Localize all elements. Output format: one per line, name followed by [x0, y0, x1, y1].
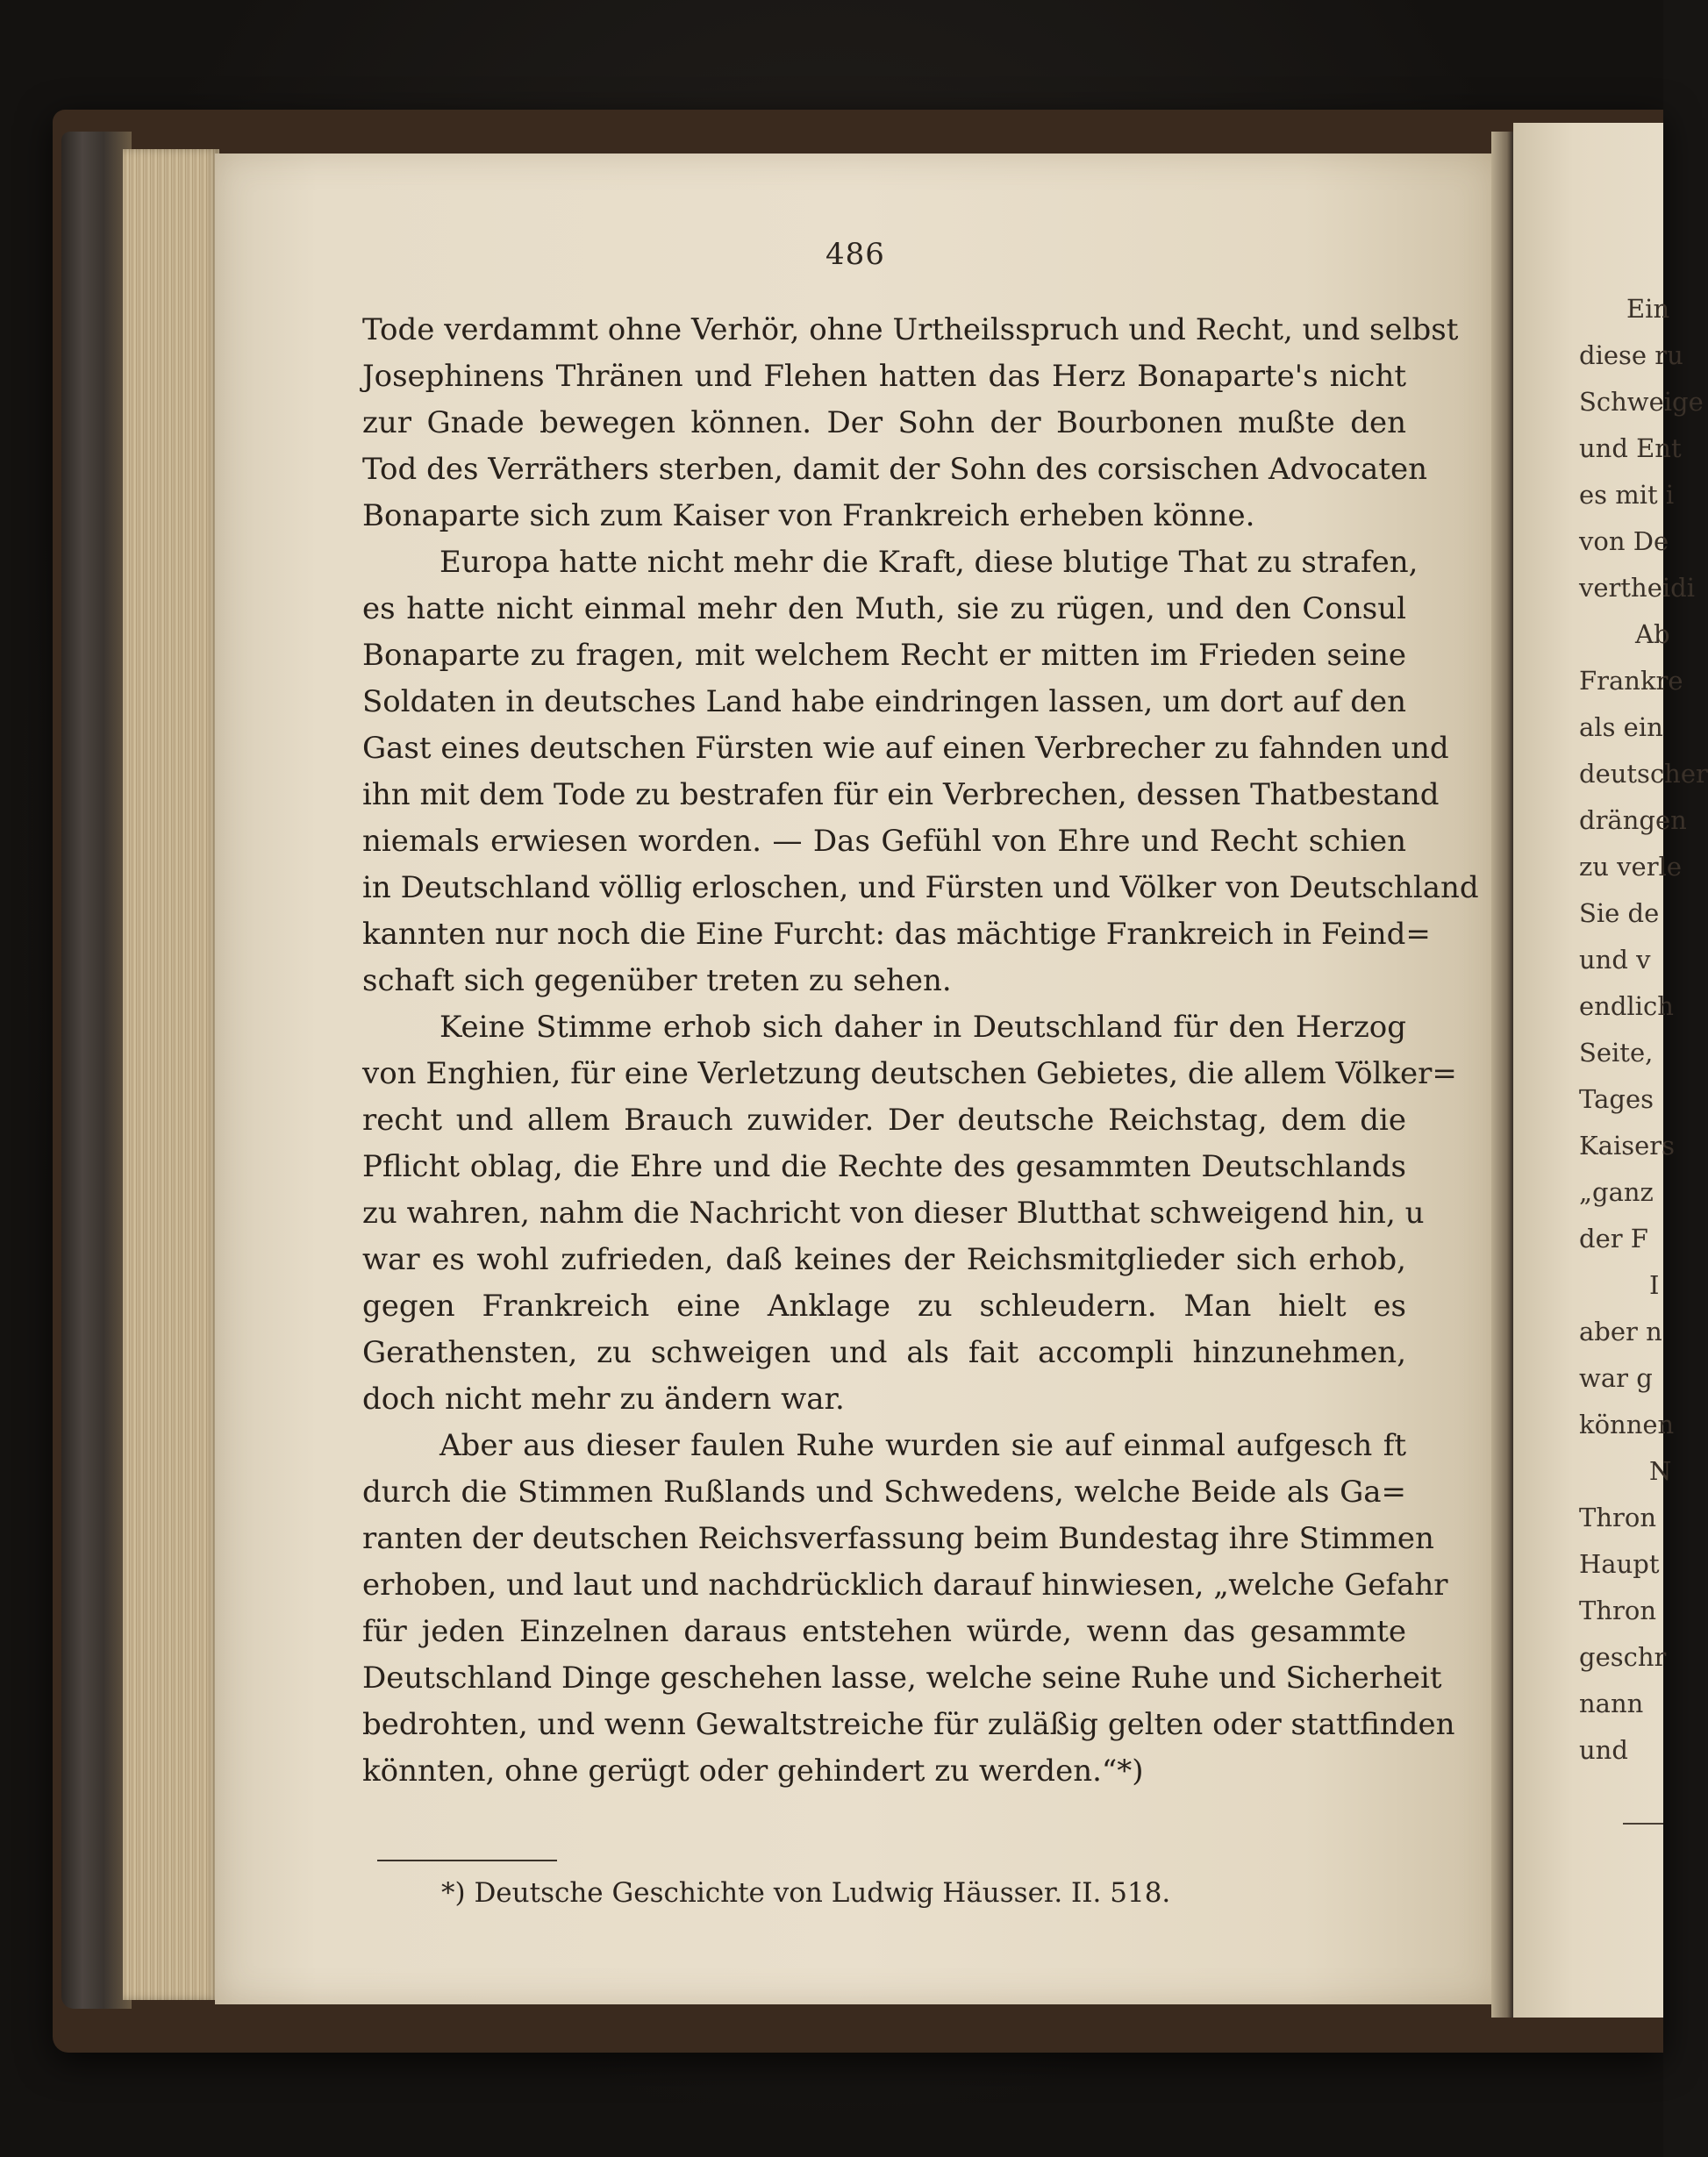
right-fragment: „ganz [1579, 1177, 1654, 1207]
text-line: Tode verdammt ohne Verhör, ohne Urtheilsspruch und Recht, und selbst [362, 312, 1459, 347]
text-line: kannten nur noch die Eine Furcht: das mächtige Frankreich in Feind= [362, 917, 1431, 952]
right-fragment: Ein [1626, 294, 1670, 324]
right-fragment: geschr [1579, 1642, 1667, 1672]
right-fragment: es mit i [1579, 480, 1675, 510]
right-fragment: Schweige [1579, 387, 1704, 417]
text-line: es hatte nicht einmal mehr den Muth, sie zu rügen, und den Consul [362, 591, 1406, 626]
text-line: Josephinens Thränen und Flehen hatten das Herz Bonaparte's nicht [362, 359, 1406, 394]
right-fragment: als ein [1579, 712, 1663, 742]
text-line: Tod des Verräthers sterben, damit der Sohn des corsischen Advocaten [362, 452, 1427, 487]
text-line: Gast eines deutschen Fürsten wie auf einen Verbrecher zu fahnden und [362, 731, 1449, 766]
text-line: bedrohten, und wenn Gewaltstreiche für zuläßig gelten oder stattfinden [362, 1707, 1455, 1742]
text-line: zu wahren, nahm die Nachricht von dieser Blutthat schweigend hin, u [362, 1196, 1425, 1231]
text-line: ihn mit dem Tode zu bestrafen für ein Verbrechen, dessen Thatbestand [362, 777, 1440, 812]
text-line: war es wohl zufrieden, daß keines der Reichsmitglieder sich erhob, [362, 1242, 1406, 1277]
right-fragment: endlich [1579, 991, 1674, 1021]
right-fragment: deutscher [1579, 759, 1708, 789]
right-fragment: von De [1579, 526, 1669, 556]
right-fragment: drängen [1579, 805, 1687, 835]
text-line: Soldaten in deutsches Land habe eindringen lassen, um dort auf den [362, 684, 1406, 719]
right-fragment: N [1649, 1456, 1672, 1486]
text-line: niemals erwiesen worden. — Das Gefühl von Ehre und Recht schien [362, 824, 1406, 859]
text-line: recht und allem Brauch zuwider. Der deutsche Reichstag, dem die [362, 1103, 1406, 1138]
text-line: Bonaparte sich zum Kaiser von Frankreich erheben könne. [362, 498, 1255, 533]
right-fragment: Thron [1579, 1596, 1657, 1625]
text-line: Pflicht oblag, die Ehre und die Rechte des gesammten Deutschlands [362, 1149, 1406, 1184]
text-line: Europa hatte nicht mehr die Kraft, diese blutige That zu strafen, [440, 545, 1419, 580]
right-fragment: und v [1579, 945, 1651, 975]
right-fragment: nann [1579, 1689, 1644, 1718]
text-line: durch die Stimmen Rußlands und Schwedens, welche Beide als Ga= [362, 1475, 1406, 1510]
page-edges [123, 149, 219, 2000]
book-spine [61, 132, 132, 2009]
right-fragment: Kaisers [1579, 1131, 1676, 1161]
page-body-text [362, 307, 1479, 1795]
right-fragment: Thron [1579, 1503, 1657, 1532]
text-line: von Enghien, für eine Verletzung deutschen Gebietes, die allem Völker= [362, 1056, 1457, 1091]
page-number: 486 [825, 237, 885, 272]
right-fragment: aber n [1579, 1317, 1662, 1346]
right-fragment: zu verle [1579, 852, 1683, 882]
right-fragment: Tages [1579, 1084, 1654, 1114]
right-fragment: Seite, [1579, 1038, 1654, 1068]
right-fragment: diese ru [1579, 340, 1683, 370]
text-line: Bonaparte zu fragen, mit welchem Recht er mitten im Frieden seine [362, 638, 1406, 673]
text-line: schaft sich gegenüber treten zu sehen. [362, 963, 952, 998]
text-line: gegen Frankreich eine Anklage zu schleudern. Man hielt es [362, 1289, 1406, 1324]
left-page [215, 154, 1496, 2004]
right-fragment: war g [1579, 1363, 1653, 1393]
text-line: doch nicht mehr zu ändern war. [362, 1382, 845, 1417]
text-line: Aber aus dieser faulen Ruhe wurden sie auf einmal aufgesch ft [440, 1428, 1406, 1463]
right-fragment: I [1649, 1270, 1660, 1300]
right-fragment: Haupt [1579, 1549, 1660, 1579]
footnote-rule [377, 1860, 557, 1861]
right-fragment: Ab [1635, 619, 1670, 649]
right-fragment: vertheidi [1579, 573, 1696, 603]
text-line: erhoben, und laut und nachdrücklich darauf hinwiesen, „welche Gefahr [362, 1568, 1448, 1603]
right-fragment: und Ent [1579, 433, 1682, 463]
text-line: ranten der deutschen Reichsverfassung beim Bundestag ihre Stimmen [362, 1521, 1434, 1556]
text-line: Deutschland Dinge geschehen lasse, welche seine Ruhe und Sicherheit [362, 1661, 1442, 1696]
text-line: in Deutschland völlig erloschen, und Fürsten und Völker von Deutschland [362, 870, 1479, 905]
right-fragment: Sie de [1579, 898, 1660, 928]
right-fragment: Frankre [1579, 666, 1683, 696]
right-fragment: der F [1579, 1224, 1648, 1253]
right-footnote-rule [1623, 1823, 1663, 1825]
text-line: für jeden Einzelnen daraus entstehen würde, wenn das gesammte [362, 1614, 1406, 1649]
footnote: *) Deutsche Geschichte von Ludwig Häusser. II. 518. [441, 1877, 1171, 1909]
text-line: Gerathensten, zu schweigen und als fait accompli hinzunehmen, [362, 1335, 1406, 1370]
right-fragment: können [1579, 1410, 1675, 1439]
text-line: zur Gnade bewegen können. Der Sohn der Bourbonen mußte den [362, 405, 1406, 440]
text-line: Keine Stimme erhob sich daher in Deutschland für den Herzog [440, 1010, 1406, 1045]
right-fragment: und [1579, 1735, 1628, 1765]
text-line: könnten, ohne gerügt oder gehindert zu werden.“*) [362, 1753, 1144, 1789]
